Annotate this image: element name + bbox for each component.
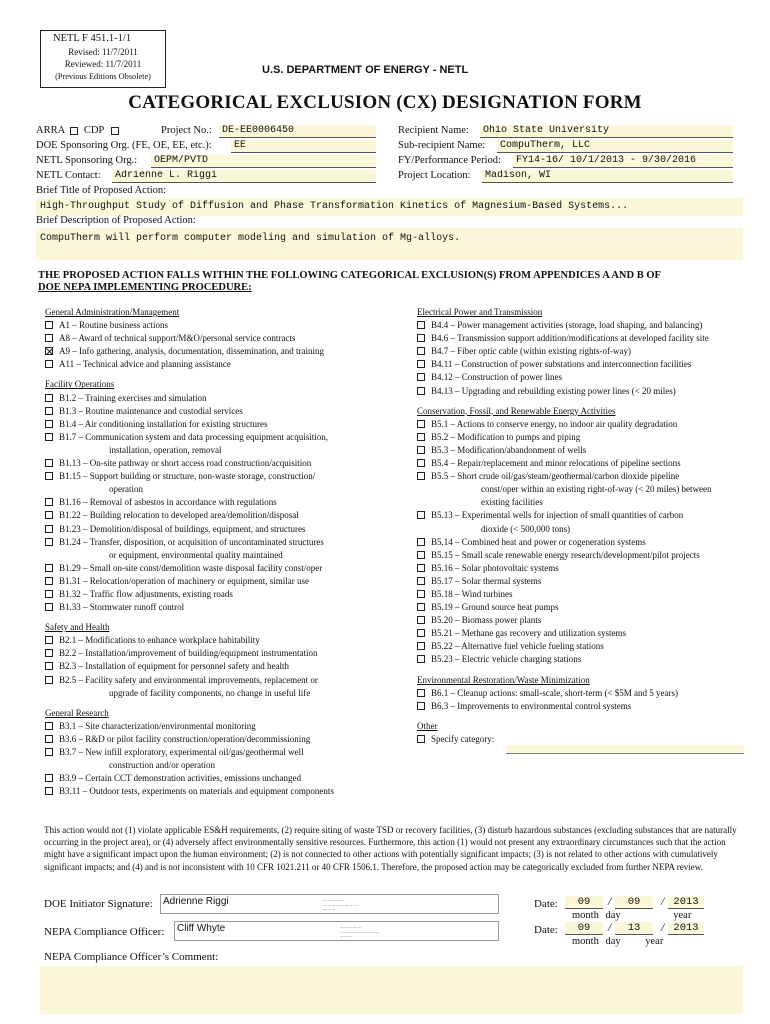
cx-item-text xyxy=(59,405,243,418)
cx-item[interactable] xyxy=(417,385,747,398)
brief-desc-label: Brief Description of Proposed Action: xyxy=(36,215,196,226)
cx-item[interactable] xyxy=(45,575,405,588)
cx-item-text xyxy=(431,470,712,509)
digital-signature-stamp: — — — — — — — — — — — — — — — — xyxy=(323,898,358,911)
checkbox[interactable] xyxy=(45,321,53,329)
checkbox[interactable] xyxy=(45,662,53,670)
comment-label: NEPA Compliance Officer’s Comment: xyxy=(44,951,219,963)
cx-group-heading: Facility Operations xyxy=(45,379,115,390)
cx-item-line: B5.15 – Small scale renewable energy research/development/pilot projects xyxy=(431,549,700,560)
project-no-field[interactable]: DE-EE0006450 xyxy=(219,125,376,138)
cx-item-line: B1.33 – Stormwater runoff control xyxy=(59,602,185,613)
checkbox[interactable] xyxy=(45,564,53,572)
cx-item-text xyxy=(431,418,677,431)
cx-item-text xyxy=(431,319,702,332)
cx-item-line: B5.4 – Repair/replacement and minor relocations of pipeline sections xyxy=(431,458,681,469)
checkbox[interactable] xyxy=(45,748,53,756)
group-spacer xyxy=(417,713,747,720)
checkbox[interactable] xyxy=(45,603,53,611)
year-label: year xyxy=(673,910,692,921)
doe-org-field[interactable]: EE xyxy=(231,140,376,153)
cx-item-line: const/oper within an existing right-of-way (< 20 miles) between xyxy=(481,484,712,495)
cx-item-text xyxy=(59,418,267,431)
cx-item[interactable] xyxy=(45,601,405,614)
cx-item[interactable] xyxy=(45,496,405,509)
cx-group-heading: Other xyxy=(417,720,438,731)
checkbox[interactable] xyxy=(417,577,425,585)
cx-item-text xyxy=(431,444,586,457)
cx-item[interactable] xyxy=(45,660,405,673)
initiator-signature[interactable] xyxy=(160,894,499,914)
group-spacer xyxy=(45,371,405,378)
cx-item-line: B2.3 – Installation of equipment for personnel safety and health xyxy=(59,661,289,672)
cx-item[interactable] xyxy=(417,371,747,384)
checkbox[interactable] xyxy=(45,735,53,743)
cx-item-text xyxy=(431,601,558,614)
cx-item-text xyxy=(59,647,317,660)
checkbox[interactable] xyxy=(417,321,425,329)
cx-item[interactable] xyxy=(45,746,405,772)
cdp-label: CDP xyxy=(83,125,104,136)
cx-item-line: A11 – Technical advice and planning assistance xyxy=(59,359,231,370)
doe-org-label: DOE Sponsoring Org. (FE, OE, EE, etc.): xyxy=(36,140,212,151)
cx-item[interactable] xyxy=(417,575,747,588)
cx-item[interactable] xyxy=(45,509,405,522)
date2-year[interactable]: 2013 xyxy=(668,922,704,935)
cx-item-line: B5.5 – Short crude oil/gas/steam/geothermal/carbon dioxide pipeline xyxy=(431,471,680,482)
cx-item[interactable] xyxy=(45,358,405,371)
cx-item-text xyxy=(431,700,631,713)
cx-group-heading: General Research xyxy=(45,707,109,718)
cx-item-line: B1.24 – Transfer, disposition, or acquisition of uncontaminated structures xyxy=(59,536,324,547)
day-label: day xyxy=(605,936,621,947)
cx-item-line: B6.1 – Cleanup actions: small-scale, short-term (< $5M and 5 years) xyxy=(431,687,679,698)
checkbox[interactable] xyxy=(45,577,53,585)
cx-item-line: B5.17 – Solar thermal systems xyxy=(431,575,542,586)
cx-item-line: B1.23 – Demolition/disposal of buildings, equipment, and structures xyxy=(59,523,306,534)
cx-item-line: B1.4 – Air conditioning installation for existing structures xyxy=(59,418,268,429)
cx-item-line: B2.2 – Installation/improvement of building/equipment instrumentation xyxy=(59,648,318,659)
cx-item-text xyxy=(59,588,233,601)
cx-group-heading: Safety and Health xyxy=(45,622,110,633)
brief-title-label: Brief Title of Proposed Action: xyxy=(36,185,167,196)
cx-group-heading: Conservation, Fossil, and Renewable Energy Activities xyxy=(417,405,616,416)
cx-item-text xyxy=(431,536,646,549)
date2-day[interactable]: 13 xyxy=(615,922,653,935)
cx-item-line: B5.18 – Wind turbines xyxy=(431,588,513,599)
cx-item-text xyxy=(59,319,168,332)
checkbox[interactable] xyxy=(417,433,425,441)
cx-item[interactable] xyxy=(45,588,405,601)
cx-item-line: or equipment, environmental quality maintained xyxy=(109,549,283,560)
group-spacer xyxy=(45,614,405,621)
checkbox[interactable] xyxy=(417,629,425,637)
cx-item[interactable] xyxy=(417,614,747,627)
cx-item-line: B5.3 – Modification/abandonment of wells xyxy=(431,444,587,455)
date2-sep1: / xyxy=(608,920,612,934)
cx-heading-line2: DOE NEPA IMPLEMENTING PROCEDURE: xyxy=(38,282,252,293)
group-spacer xyxy=(45,700,405,707)
cx-item-line: B6.3 – Improvements to environmental control systems xyxy=(431,700,632,711)
cx-item-text xyxy=(431,562,559,575)
cx-item-line: A1 – Routine business actions xyxy=(59,320,168,331)
checkbox[interactable] xyxy=(45,538,53,546)
cx-item[interactable] xyxy=(417,509,747,535)
cx-item[interactable] xyxy=(45,536,405,562)
cx-item-text xyxy=(431,431,580,444)
cx-item[interactable] xyxy=(417,457,747,470)
checkbox[interactable] xyxy=(417,735,425,743)
cx-item[interactable] xyxy=(417,470,747,509)
checkbox[interactable] xyxy=(417,655,425,663)
cx-item-text xyxy=(59,332,295,345)
cx-group-heading: Environmental Restoration/Waste Minimization xyxy=(417,674,590,685)
checkbox[interactable] xyxy=(45,433,53,441)
date1-label: Date: xyxy=(534,898,558,910)
cx-item-line: B3.7 – New infill exploratory, experimental oil/gas/geothermal well xyxy=(59,747,304,757)
checkbox[interactable] xyxy=(45,360,53,368)
cx-item[interactable] xyxy=(417,562,747,575)
brief-desc-field[interactable]: CompuTherm will perform computer modeling and simulation of Mg-alloys. xyxy=(36,228,743,260)
cx-item[interactable] xyxy=(45,523,405,536)
cx-item-text xyxy=(59,772,301,785)
cx-item[interactable] xyxy=(417,687,747,700)
cx-item-text xyxy=(431,733,494,746)
checkbox[interactable] xyxy=(45,636,53,644)
contact-label: NETL Contact: xyxy=(36,170,101,181)
cx-item-text xyxy=(431,371,562,384)
recipient-label: Recipient Name: xyxy=(398,125,469,136)
cx-item-text xyxy=(59,601,184,614)
checkbox[interactable] xyxy=(417,603,425,611)
cx-item-text xyxy=(59,562,322,575)
checkbox[interactable] xyxy=(45,649,53,657)
cx-item-line: B4.6 – Transmission support addition/modifications at developed facility site xyxy=(431,333,709,344)
cx-item-line: B4.7 – Fiber optic cable (within existing rights-of-way) xyxy=(431,346,631,357)
checkbox[interactable] xyxy=(417,538,425,546)
reviewed-date: Reviewed: 11/7/2011 xyxy=(64,59,142,69)
cx-item-line: B5.23 – Electric vehicle charging stations xyxy=(431,654,582,665)
cx-item-text xyxy=(59,746,304,772)
cx-item-text xyxy=(59,523,305,536)
cx-item-line: B1.2 – Training exercises and simulation xyxy=(59,392,207,403)
cx-item-text xyxy=(431,687,678,700)
checkbox[interactable] xyxy=(45,407,53,415)
checkbox[interactable] xyxy=(45,459,53,467)
checkbox[interactable] xyxy=(45,525,53,533)
year-label: year xyxy=(645,936,664,947)
date1-sep2: / xyxy=(661,894,665,908)
subrecipient-label: Sub-recipient Name: xyxy=(398,140,486,151)
cx-item-line: B5.1 – Actions to conserve energy, no indoor air quality degradation xyxy=(431,418,678,429)
cx-item-text xyxy=(431,640,604,653)
arra-row xyxy=(36,125,119,136)
cx-item-text xyxy=(431,614,541,627)
form-title: CATEGORICAL EXCLUSION (CX) DESIGNATION FORM xyxy=(128,92,642,113)
cx-item-line: B1.22 – Building relocation to developed area/demolition/disposal xyxy=(59,510,299,521)
cx-item-text xyxy=(59,431,328,457)
digital-signature-stamp-2: — — — — — — — — — — — — — — — — — xyxy=(340,925,380,938)
cx-item-text xyxy=(59,575,309,588)
cx-item[interactable] xyxy=(45,332,405,345)
cx-item-text xyxy=(431,332,709,345)
cx-item-line: B1.29 – Small on-site const/demolition waste disposal facility const/oper xyxy=(59,562,323,573)
cx-item-line: B5.13 – Experimental wells for injection of small quantities of carbon xyxy=(431,510,684,521)
cx-item-text xyxy=(59,674,318,700)
cx-item-line: construction and/or operation xyxy=(109,760,215,771)
initiator-label: DOE Initiator Signature: xyxy=(44,898,153,910)
cx-item[interactable] xyxy=(417,536,747,549)
checkbox[interactable] xyxy=(45,498,53,506)
cx-item-text xyxy=(431,385,676,398)
checkbox[interactable] xyxy=(417,373,425,381)
brief-title-field[interactable]: High-Throughput Study of Diffusion and Phase Transformation Kinetics of Magnesium-Based Systems... xyxy=(36,198,743,216)
cx-heading xyxy=(38,270,738,294)
cx-item[interactable] xyxy=(45,431,405,457)
checkbox[interactable] xyxy=(45,722,53,730)
cx-item[interactable] xyxy=(45,392,405,405)
cx-item-line: installation, operation, removal xyxy=(109,444,222,455)
checkbox[interactable] xyxy=(45,472,53,480)
cx-item-line: B4.13 – Upgrading and rebuilding existing power lines (< 20 miles) xyxy=(431,385,676,396)
period-label: FY/Performance Period: xyxy=(398,155,501,166)
contact-field[interactable]: Adrienne L. Riggi xyxy=(112,170,376,183)
initiator-name: Adrienne Riggi xyxy=(163,896,229,907)
checkbox[interactable] xyxy=(417,689,425,697)
cx-item-text xyxy=(431,575,541,588)
cx-item[interactable] xyxy=(417,700,747,713)
date1-month[interactable]: 09 xyxy=(565,896,603,909)
cx-item-line: B5.19 – Ground source heat pumps xyxy=(431,602,559,613)
cx-item-text xyxy=(59,720,256,733)
cx-item-line: B4.12 – Construction of power lines xyxy=(431,372,562,383)
cx-item-line: B1.15 – Support building or structure, non-waste storage, construction/ xyxy=(59,471,316,482)
cx-item[interactable] xyxy=(417,588,747,601)
checkbox[interactable] xyxy=(45,334,53,342)
cx-left-column xyxy=(45,306,405,798)
cx-item-line: B5.16 – Solar photovoltaic systems xyxy=(431,562,559,573)
checkbox[interactable] xyxy=(417,420,425,428)
netl-org-label: NETL Sponsoring Org.: xyxy=(36,155,138,166)
cx-item-text xyxy=(431,653,581,666)
checkbox[interactable] xyxy=(45,774,53,782)
cx-item-line: B1.3 – Routine maintenance and custodial services xyxy=(59,405,243,416)
checkbox[interactable] xyxy=(45,676,53,684)
location-field[interactable]: Madison, WI xyxy=(482,170,733,183)
cx-item-text xyxy=(59,345,324,358)
date2-label: Date: xyxy=(534,924,558,936)
cx-item-line: B1.31 – Relocation/operation of machinery or equipment, similar use xyxy=(59,575,309,586)
cx-item[interactable] xyxy=(45,674,405,700)
cx-item[interactable] xyxy=(45,634,405,647)
cx-item-text xyxy=(431,627,626,640)
checkbox[interactable] xyxy=(417,564,425,572)
cx-item-text xyxy=(59,536,324,562)
checkbox[interactable] xyxy=(45,787,53,795)
cx-item[interactable] xyxy=(45,733,405,746)
cx-item-line: A8 – Award of technical support/M&O/personal service contracts xyxy=(59,333,296,344)
cx-item-line: B5.20 – Biomass power plants xyxy=(431,615,542,626)
location-label: Project Location: xyxy=(398,170,471,181)
checkbox[interactable] xyxy=(45,420,53,428)
cx-heading-line1: THE PROPOSED ACTION FALLS WITHIN THE FOLLOWING CATEGORICAL EXCLUSION(S) FROM APPENDICES A AND B OF xyxy=(38,270,661,281)
arra-checkbox[interactable] xyxy=(70,127,78,135)
cx-item-text xyxy=(59,470,315,496)
project-no-label: Project No.: xyxy=(161,125,212,136)
cx-item-text xyxy=(59,457,311,470)
cx-item-line: B4.11 – Construction of power substations and interconnection facilities xyxy=(431,359,692,370)
cx-item-line: operation xyxy=(109,484,143,495)
officer-label: NEPA Compliance Officer: xyxy=(44,926,165,938)
officer-signature[interactable] xyxy=(174,921,499,941)
cx-item-line: B5.21 – Methane gas recovery and utilization systems xyxy=(431,628,626,639)
cx-item-text xyxy=(59,496,277,509)
specify-category-field[interactable] xyxy=(506,745,744,754)
cx-item-line: B2.5 – Facility safety and environmental improvements, replacement or xyxy=(59,674,318,685)
cx-item[interactable] xyxy=(45,319,405,332)
date2-month[interactable]: 09 xyxy=(565,922,603,935)
checkbox[interactable] xyxy=(417,446,425,454)
cx-item-line: B1.16 – Removal of asbestos in accordance with regulations xyxy=(59,497,277,508)
cx-item-line: B2.1 – Modifications to enhance workplace habitability xyxy=(59,635,260,646)
cx-item[interactable] xyxy=(417,319,747,332)
cx-item-text xyxy=(59,785,334,798)
cx-item-line: B5.2 – Modification to pumps and piping xyxy=(431,431,581,442)
cx-item-text xyxy=(59,392,207,405)
cx-item-line: B4.4 – Power management activities (storage, load shaping, and balancing) xyxy=(431,320,703,331)
cx-item[interactable] xyxy=(417,418,747,431)
cx-item-text xyxy=(431,358,691,371)
cx-item-line: dioxide (< 500,000 tons) xyxy=(481,523,571,534)
cx-item[interactable] xyxy=(45,470,405,496)
checkbox[interactable] xyxy=(417,387,425,395)
cx-item[interactable] xyxy=(417,601,747,614)
cx-item-line: B3.11 – Outdoor tests, experiments on materials and equipment components xyxy=(59,786,334,797)
cx-item[interactable] xyxy=(417,358,747,371)
cx-item-text xyxy=(59,509,299,522)
cx-item-text xyxy=(431,457,681,470)
cx-item-text xyxy=(59,634,260,647)
cdp-checkbox[interactable] xyxy=(111,127,119,135)
cx-item[interactable] xyxy=(417,640,747,653)
cx-item-line: B5.22 – Alternative fuel vehicle fueling stations xyxy=(431,641,604,652)
date2-labels xyxy=(572,936,663,947)
department-title: U.S. DEPARTMENT OF ENERGY - NETL xyxy=(262,64,469,76)
group-spacer xyxy=(417,398,747,405)
checkbox-checked[interactable] xyxy=(45,347,53,355)
cx-item[interactable] xyxy=(45,345,405,358)
obsolete-note: (Previous Editions Obsolete) xyxy=(55,71,151,81)
recipient-field[interactable]: Ohio State University xyxy=(480,125,733,138)
cx-item[interactable] xyxy=(417,345,747,358)
checkbox[interactable] xyxy=(417,702,425,710)
checkbox[interactable] xyxy=(417,642,425,650)
cx-item-line: A9 – Info gathering, analysis, documentation, dissemination, and training xyxy=(59,346,324,357)
cx-item-text xyxy=(59,733,310,746)
cx-item[interactable] xyxy=(417,444,747,457)
month-label: month xyxy=(572,936,599,947)
form-id-box xyxy=(40,30,166,88)
checkbox[interactable] xyxy=(45,394,53,402)
cx-item-text xyxy=(431,549,700,562)
cx-item-line: existing facilities xyxy=(481,497,543,508)
checkbox[interactable] xyxy=(417,360,425,368)
cx-group-heading: General Administration/Management xyxy=(45,307,180,317)
cx-group-heading: Electrical Power and Transmission xyxy=(417,307,543,317)
cx-item-line: B5.14 – Combined heat and power or cogeneration systems xyxy=(431,536,646,547)
checkbox[interactable] xyxy=(417,334,425,342)
cx-item-text xyxy=(59,660,289,673)
officer-name: Cliff Whyte xyxy=(177,923,226,934)
cx-item-text xyxy=(59,358,231,371)
cx-item[interactable] xyxy=(417,549,747,562)
cx-item-line: B3.1 – Site characterization/environmental monitoring xyxy=(59,720,256,731)
cx-item[interactable] xyxy=(45,647,405,660)
cx-item-line: upgrade of facility components, no change in useful life xyxy=(109,687,311,698)
month-label: month xyxy=(572,910,599,921)
cx-item[interactable] xyxy=(417,627,747,640)
cx-item-line: B1.7 – Communication system and data processing equipment acquisition, xyxy=(59,431,328,442)
cx-item-text xyxy=(431,509,683,535)
cx-item[interactable] xyxy=(45,785,405,798)
cx-item-text xyxy=(431,588,512,601)
cx-item[interactable] xyxy=(45,772,405,785)
revised-date: Revised: 11/7/2011 xyxy=(68,46,138,57)
cx-item[interactable] xyxy=(417,653,747,666)
date1-labels xyxy=(572,910,691,921)
checkbox[interactable] xyxy=(417,616,425,624)
cx-item[interactable] xyxy=(45,457,405,470)
subrecipient-field[interactable]: CompuTherm, LLC xyxy=(497,140,733,153)
checkbox[interactable] xyxy=(417,459,425,467)
date1-year[interactable]: 2013 xyxy=(668,896,704,909)
cx-item-line: Specify category: xyxy=(431,733,495,744)
cx-item[interactable] xyxy=(417,431,747,444)
cx-item[interactable] xyxy=(45,405,405,418)
statement-text: This action would not (1) violate applicable ES&H requirements, (2) require siting of waste TSD or recovery facilities, (3) disturb hazardous substances (excluding substances that are naturally occurring in the project area), or (4) adversely affect environmentally sensitive resources. Furthermore, this action (1) would not present any extraordinary circumstances such that the action might have a significant impact upon the human environment; (2) is not connected to other actions with potentially significant impacts; (3) is not related to other actions with cumulatively significant impacts; and (4) and is not inconsistent with 10 CFR 1021.211 or 40 CFR 1506.1. Therefore, the proposed action may be categorically excluded from further NEPA review. xyxy=(44,825,737,872)
group-spacer xyxy=(417,667,747,674)
cx-item-line: B1.13 – On-site pathway or short access road construction/acquisition xyxy=(59,458,312,469)
cx-item[interactable] xyxy=(417,332,747,345)
cx-item-line: B1.32 – Traffic flow adjustments, existing roads xyxy=(59,588,233,599)
checkbox[interactable] xyxy=(417,347,425,355)
checkbox[interactable] xyxy=(45,590,53,598)
cx-right-column xyxy=(417,306,747,746)
cx-item-line: B3.6 – R&D or pilot facility construction/operation/decommissioning xyxy=(59,733,311,744)
cx-item-line: B3.9 – Certain CCT demonstration activities, emissions unchanged xyxy=(59,773,302,784)
date1-sep1: / xyxy=(608,894,612,908)
cx-item[interactable] xyxy=(45,720,405,733)
checkbox[interactable] xyxy=(45,511,53,519)
form-id: NETL F 451.1-1/1 xyxy=(53,33,132,44)
checkbox[interactable] xyxy=(417,511,425,519)
cx-item-text xyxy=(431,345,631,358)
checkbox[interactable] xyxy=(417,472,425,480)
netl-org-field[interactable]: OEPM/PVTD xyxy=(151,155,376,168)
checkbox[interactable] xyxy=(417,590,425,598)
period-field[interactable]: FY14-16/ 10/1/2013 - 9/30/2016 xyxy=(513,155,733,168)
arra-label: ARRA xyxy=(36,125,65,136)
date2-sep2: / xyxy=(661,920,665,934)
checkbox[interactable] xyxy=(417,551,425,559)
comment-field[interactable] xyxy=(40,966,743,1014)
cx-item[interactable] xyxy=(45,418,405,431)
cx-item[interactable] xyxy=(45,562,405,575)
date1-day[interactable]: 09 xyxy=(615,896,653,909)
day-label: day xyxy=(605,910,621,921)
